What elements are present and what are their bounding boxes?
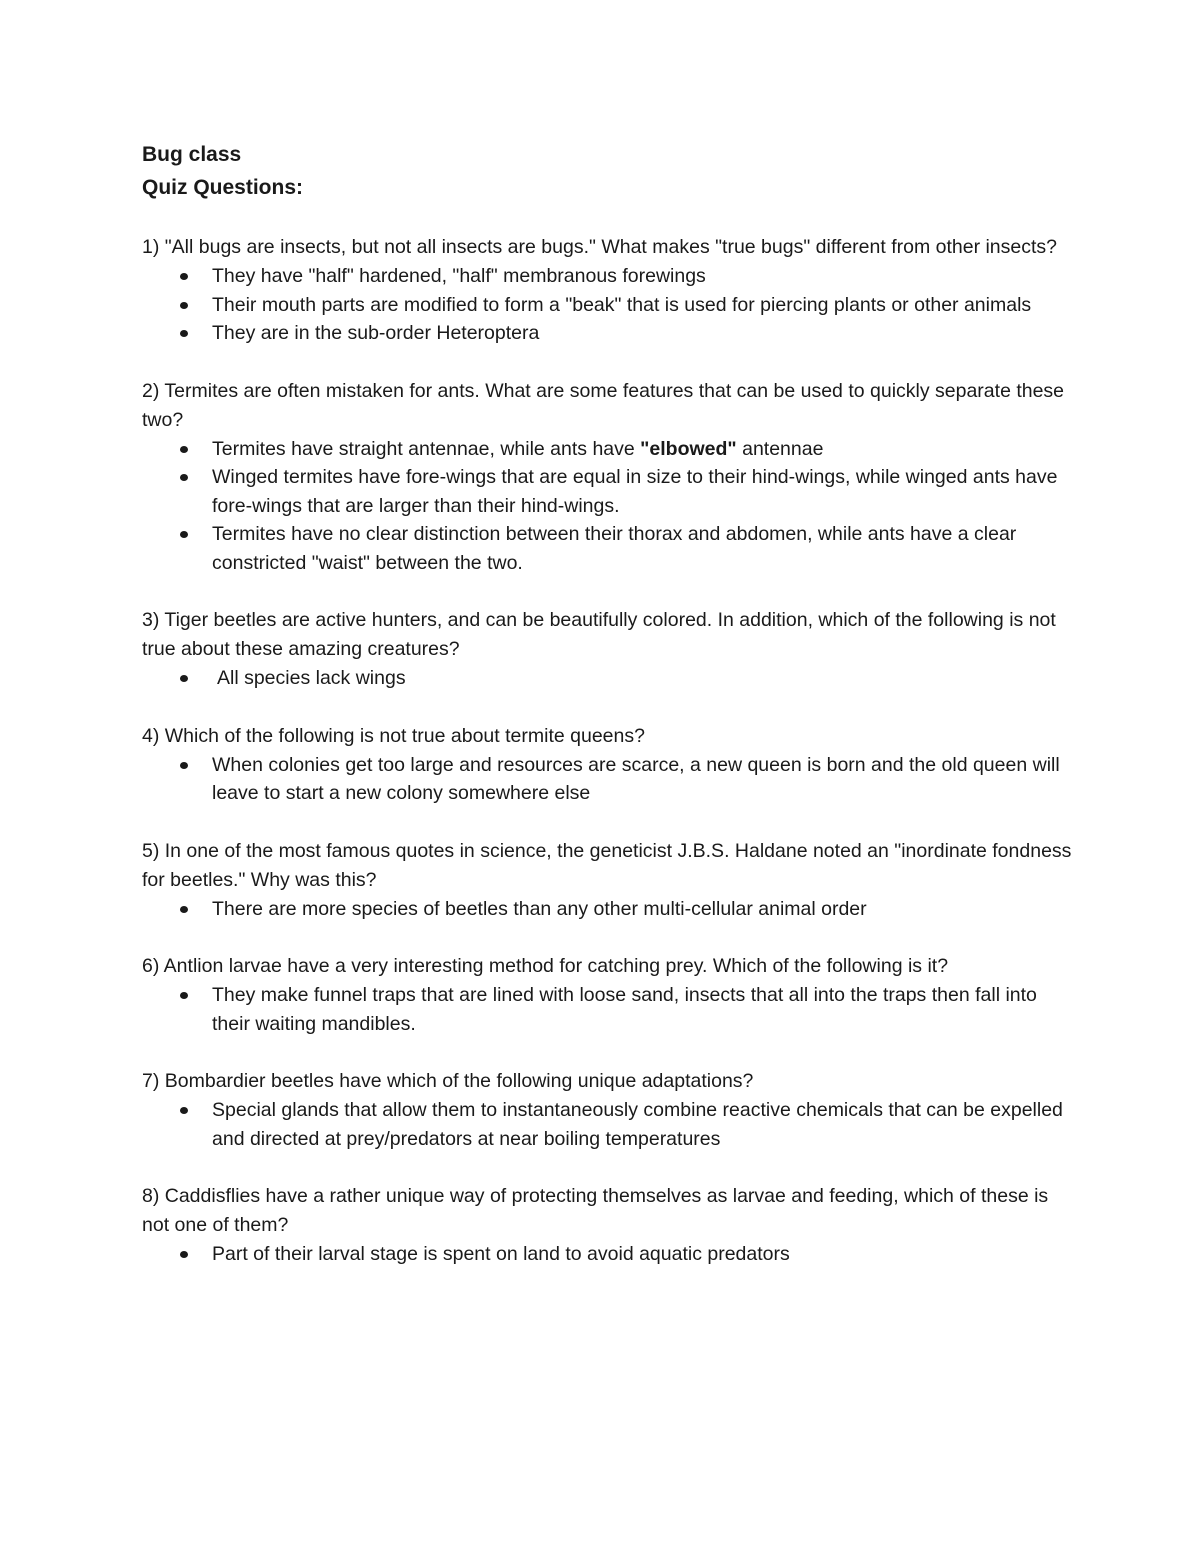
question-text: 1) "All bugs are insects, but not all insects are bugs." What makes "true bugs" different from other insects? [142, 236, 1058, 258]
bullet-icon [180, 675, 188, 682]
bullet-icon [180, 1251, 188, 1258]
answer-text: They have "half" hardened, "half" membranous forewings [212, 265, 706, 287]
answer-item [212, 751, 1072, 808]
answer-list [142, 751, 1072, 808]
answer-list [142, 1240, 1072, 1269]
question-text: 6) Antlion larvae have a very interesting method for catching prey. Which of the following is it? [142, 955, 949, 977]
question-7 [142, 1067, 1072, 1153]
answer-item [212, 262, 1072, 291]
answer-text: There are more species of beetles than any other multi-cellular animal order [212, 897, 867, 920]
question-4 [142, 722, 1072, 808]
question-text: 8) Caddisflies have a rather unique way of protecting themselves as larvae and feeding, which of these is not one of them? [142, 1185, 1049, 1236]
answer-text: They are in the sub-order Heteroptera [212, 322, 540, 344]
question-3 [142, 606, 1072, 693]
question-text: 3) Tiger beetles are active hunters, and can be beautifully colored. In addition, which of the following is not true about these amazing creatures? [142, 609, 1056, 660]
question-1 [142, 233, 1072, 348]
bullet-icon [180, 762, 188, 769]
bullet-icon [180, 906, 188, 913]
document-page [142, 138, 1072, 1298]
answer-item [212, 981, 1072, 1038]
bullet-icon [180, 446, 188, 453]
question-text: 4) Which of the following is not true about termite queens? [142, 724, 645, 747]
question-5 [142, 837, 1072, 924]
bullet-icon [180, 992, 188, 999]
answer-text: When colonies get too large and resources are scarce, a new queen is born and the old queen will leave to start a new colony somewhere else [212, 753, 1060, 804]
answer-emphasis: "elbowed" [640, 437, 737, 460]
answer-list [142, 895, 1072, 924]
bullet-icon [180, 273, 188, 280]
answer-list [142, 1096, 1072, 1153]
answer-text: Part of their larval stage is spent on land to avoid aquatic predators [212, 1243, 790, 1265]
answer-text-tail: antennae [736, 437, 824, 460]
question-2 [142, 377, 1072, 578]
answer-item [212, 664, 1072, 693]
answer-list [142, 981, 1072, 1038]
bullet-icon [180, 1107, 188, 1114]
answer-item [212, 463, 1072, 520]
bullet-icon [180, 302, 188, 309]
bullet-icon [180, 330, 188, 337]
answer-text: Their mouth parts are modified to form a "beak" that is used for piercing plants or other animals [212, 293, 1032, 316]
bullet-icon [180, 531, 188, 538]
answer-item [212, 1096, 1072, 1153]
question-6 [142, 952, 1072, 1038]
answer-list [142, 262, 1072, 348]
answer-text: Special glands that allow them to instantaneously combine reactive chemicals that can be expelled and directed at prey/predators at near boiling temperatures [212, 1099, 1063, 1150]
answer-text: Termites have no clear distinction between their thorax and abdomen, while ants have a clear constricted "waist" between the two. [212, 523, 1017, 574]
question-8 [142, 1182, 1072, 1269]
question-text: 5) In one of the most famous quotes in science, the geneticist J.B.S. Haldane noted an "inordinate fondness for beetles." Why was this? [142, 839, 1072, 891]
answer-text: All species lack wings [217, 667, 406, 689]
answer-item [212, 1240, 1072, 1269]
question-text: 2) Termites are often mistaken for ants. What are some features that can be used to quickly separate these two? [142, 379, 1065, 431]
answer-item [212, 520, 1072, 577]
answer-text: They make funnel traps that are lined with loose sand, insects that all into the traps then fall into their waiting mandibles. [212, 984, 1037, 1035]
answer-text: Winged termites have fore-wings that are equal in size to their hind-wings, while winged ants have fore-wings that are larger than their hind-wings. [212, 466, 1058, 517]
question-text: 7) Bombardier beetles have which of the following unique adaptations? [142, 1070, 754, 1092]
answer-item [212, 319, 1072, 348]
bullet-icon [180, 474, 188, 481]
answer-item [212, 291, 1072, 320]
document-subtitle: Quiz Questions: [142, 176, 304, 199]
answer-list [142, 664, 1072, 693]
answer-list [142, 435, 1072, 578]
answer-text: Termites have straight antennae, while ants have [212, 437, 641, 460]
answer-item [212, 895, 1072, 924]
answer-item [212, 435, 1072, 464]
document-title: Bug class [142, 143, 242, 166]
